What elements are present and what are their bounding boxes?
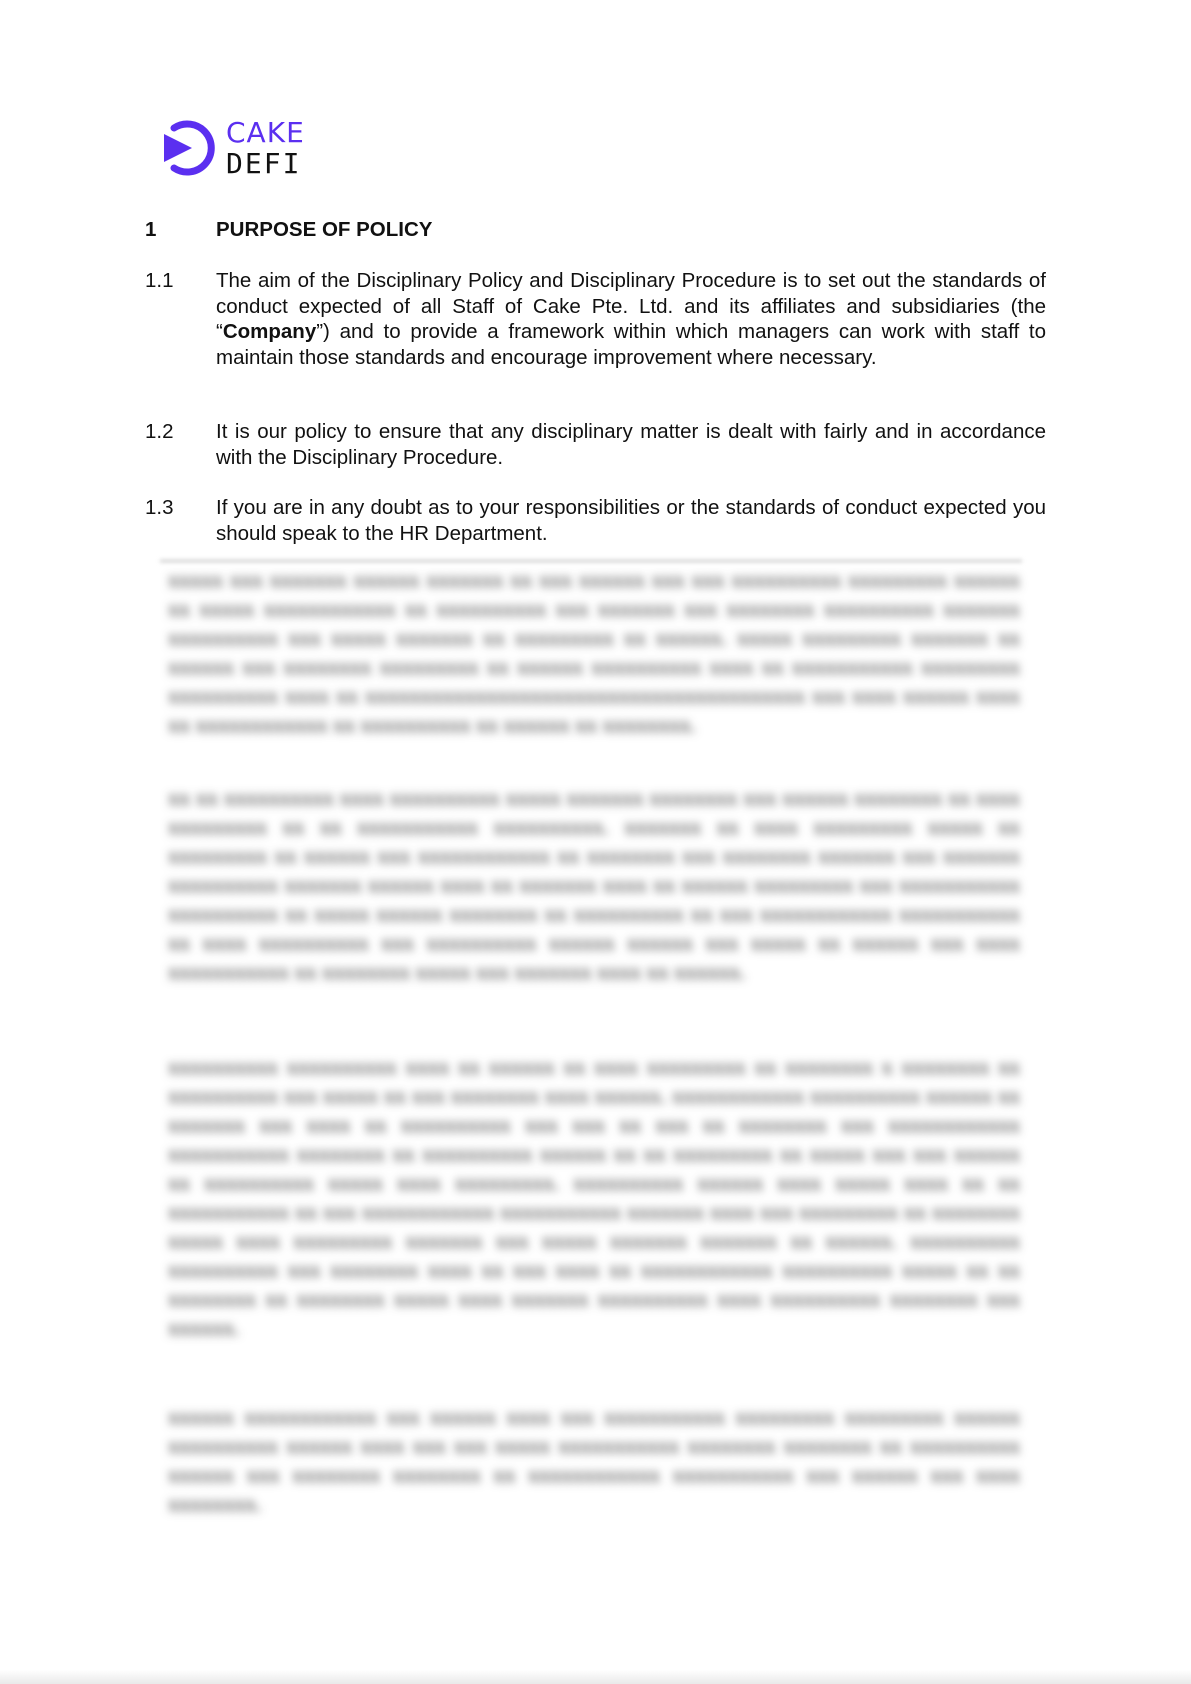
logo-wordmark: [226, 115, 305, 180]
blurred-content: xxxxx xxx xxxxxxx xxxxxx xxxxxxx xx xxx xxxxxx xxx xxx xxxxxxxxxx xxxxxxxxx xxxxxx xx xxxxx xxxxxxxxxxxx xx xxxxxxxxxx xxx xxxxxxx xxx xxxxxxxx xxxxxxxxxx xxxxxxx xxxxxxxxxx xxx xxxxx xxxxxxx xx xxxxxxxxx xx xxxxxx. xxxxx xxxxxxxxx xxxxxxx xx xxxxxx xxx xxxxxxxx xxxxxxxxx xx xxxxxx xxxxxxxxxx xxxx xx xxxxxxxxxxx xxxxxxxxx xxxxxxxxxx xxxx xx xxxxxxxxxxxxxxxxxxxxxxxxxxxxxxxxxxxxxxxx xxx xxxx xxxxxx xxxx xx xxxxxxxxxxxx xx xxxxxxxxxx xx xxxxxx xx xxxxxxxx. xx xx xxxxxxxxxx xxxx xxxxxxxxxx xxxxx xxxxxxx xxxxxxxx xxx xxxxxx xxxxxxxx xx xxxx xxxxxxxxx xx xx xxxxxxxxxxx xxxxxxxxxx. xxxxxxx xx xxxx xxxxxxxxx xxxxx xx xxxxxxxxx xx xxxxxx xxx xxxxxxxxxxxx xx xxxxxxxx xxx xxxxxxxx xxxxxxx xxx xxxxxxx xxxxxxxxxx xxxxxxx xxxxxx xxxx xx xxxxxxx xxxx xx xxxxxx xxxxxxxxx xxx xxxxxxxxxxx xxxxxxxxxx xx xxxxx xxxxxx xxxxxxxx xx xxxxxxxxxx xx xxx xxxxxxxxxxxx xxxxxxxxxxx xx xxxx xxxxxxxxxx xxx xxxxxxxxxx xxxxxx xxxxxx xxx xxxxx xx xxxxxx xxx xxxx xxxxxxxxxxx xx xxxxxxxx xxxxx xxx xxxxxxx xxxx xx xxxxxx. xxxxxxxxxx xxxxxxxxxx xxxx xx xxxxxx xx xxxx xxxxxxxxx xx xxxxxxxx x xxxxxxxx xx xxxxxxxxxx xxx xxxxx xx xxx xxxxxxxx xxxx xxxxxx. xxxxxxxxxxxx xxxxxxxxxx xxxxxx xx xxxxxxx xxx xxxx xx xxxxxxxxxx xxx xxx xx xxx xx xxxxxxxx xxx xxxxxxxxxxxx xxxxxxxxxxx xxxxxxxx xx xxxxxxxxxx xxxxxx xx xx xxxxxxxxx xx xxxxx xxx xxx xxxxxx xx xxxxxxxxxx xxxxx xxxx xxxxxxxxx. xxxxxxxxxx xxxxxx xxxx xxxxx xxxx xx xx xxxxxxxxxxx xx xxx xxxxxxxxxxxx xxxxxxxxxxx xxxxxxx xxxx xxx xxxxxxxxx xx xxxxxxxx xxxxx xxxx xxxxxxxxx xxxxxxx xxx xxxxx xxxxxxx xxxxxxx xx xxxxxx. xxxxxxxxxx xxxxxxxxxx xxx xxxxxxxx xxxx xx xxx xxxx xx xxxxxxxxxxxx xxxxxxxxxx xxxxx xx xx xxxxxxxx xx xxxxxxxx xxxxx xxxx xxxxxxx xxxxxxxxxx xxxx xxxxxxxxxx xxxxxxxx xxx xxxxxx. xxxxxx xxxxxxxxxxxx xxx xxxxxx xxxx xxx xxxxxxxxxxx xxxxxxxxx xxxxxxxxx xxxxxx xxxxxxxxxx xxxxxx xxxx xxx xxx xxxxx xxxxxxxxxxx xxxxxxxx xxxxxxxx xx xxxxxxxxxx xxxxxx xxx xxxxxxxx xxxxxxxx xx xxxxxxxxxxxx xxxxxxxxxxx xxx xxxxxx xxx xxxx xxxxxxxx.: [168, 567, 1020, 1516]
clause-1-3: [145, 495, 1046, 546]
clause-number: 1.1: [145, 269, 174, 292]
clause-text-part: The aim of the Disciplinary Policy and Disciplinary Procedure is to set out the standards of conduct expected of all Staff of Cake Pte. Ltd. and its affiliates and subsidiaries (the “: [216, 269, 1046, 343]
clause-number: 1.3: [145, 496, 174, 519]
clause-text: It is our policy to ensure that any disciplinary matter is dealt with fairly and in accordance with the Disciplinary Procedure.: [216, 420, 1046, 469]
clause-number: 1.2: [145, 420, 174, 443]
clause-1-2: [145, 419, 1046, 470]
section-title: PURPOSE OF POLICY: [216, 218, 433, 241]
logo-word-bottom: DEFI: [226, 146, 302, 180]
cake-defi-logo-icon: [160, 118, 216, 178]
clause-text: If you are in any doubt as to your responsibilities or the standards of conduct expected you should speak to the HR Department.: [216, 496, 1046, 545]
clause-text-part: ”) and to provide a framework within which managers can work with staff to maintain those standards and encourage improvement where necessary.: [216, 320, 1046, 369]
blurred-region-edge: [160, 560, 1022, 562]
logo-word-top: CAKE: [226, 115, 305, 149]
clause-text: [216, 268, 1046, 370]
defined-term-company: Company: [222, 320, 317, 343]
page-bottom-edge: [0, 1670, 1191, 1684]
section-heading: [145, 218, 432, 242]
section-number: 1: [145, 218, 157, 241]
company-logo: [160, 115, 305, 180]
clause-1-1: [145, 268, 1046, 370]
